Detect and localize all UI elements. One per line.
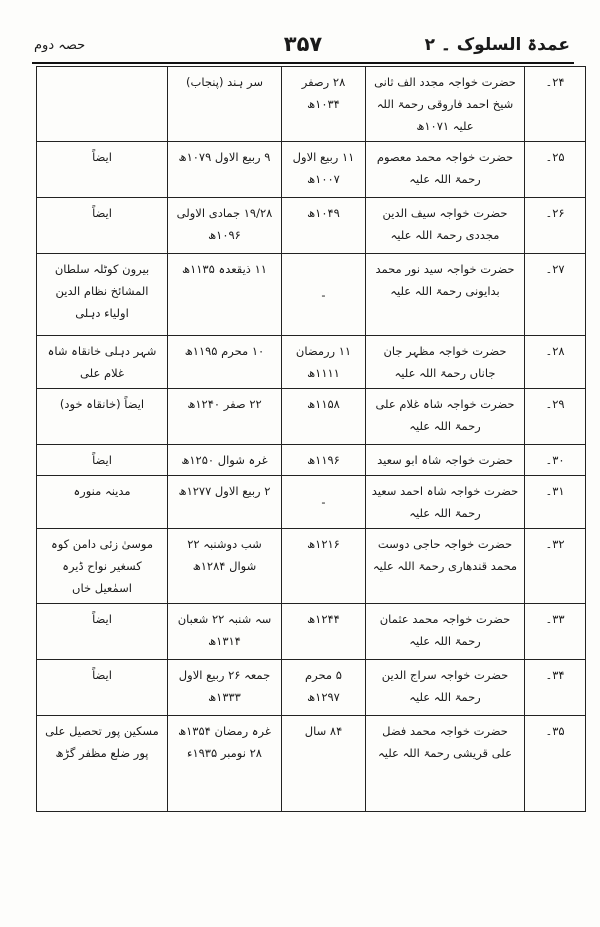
burial-place — [37, 67, 168, 142]
book-title: عمدۃ السلوک ۔ ۲ — [424, 35, 570, 55]
saint-name: حضرت خواجہ مجدد الف ثانی شیخ احمد فاروقی رحمۃ اللہ علیہ ۱۰۷۱ھ — [366, 67, 525, 142]
table-row — [37, 254, 586, 336]
burial-place: ایضاً — [37, 142, 168, 198]
table-row — [37, 142, 586, 198]
death-date: شب دوشنبہ ۲۲ شوال ۱۲۸۴ھ — [168, 529, 282, 604]
death-date: ۲ ربیع الاول ۱۲۷۷ھ — [168, 476, 282, 529]
saint-name: حضرت خواجہ مظہر جان جاناں رحمۃ اللہ علیہ — [366, 336, 525, 389]
saint-name: حضرت خواجہ محمد عثمان رحمۃ اللہ علیہ — [366, 604, 525, 660]
birth-date: ۱۲۱۶ھ — [282, 529, 366, 604]
birth-date: ۱۰۴۹ھ — [282, 198, 366, 254]
lineage-table — [36, 66, 586, 812]
table-row — [37, 198, 586, 254]
volume-label: حصہ دوم — [34, 38, 86, 53]
death-date: ۱۰ محرم ۱۱۹۵ھ — [168, 336, 282, 389]
header-rule — [32, 62, 574, 64]
birth-date: ۲۸ رصفر ۱۰۳۴ھ — [282, 67, 366, 142]
death-date: سہ شنبہ ۲۲ شعبان ۱۳۱۴ھ — [168, 604, 282, 660]
saint-name: حضرت خواجہ شاہ ابو سعید — [366, 445, 525, 476]
row-number: ۳۲۔ — [525, 529, 586, 604]
burial-place: مدینہ منورہ — [37, 476, 168, 529]
row-number: ۳۴۔ — [525, 660, 586, 716]
table-row — [37, 389, 586, 445]
birth-date: ۵ محرم ۱۲۹۷ھ — [282, 660, 366, 716]
saint-name: حضرت خواجہ شاہ احمد سعید رحمۃ اللہ علیہ — [366, 476, 525, 529]
death-date: سر ہند (پنجاب) — [168, 67, 282, 142]
burial-place: ایضاً — [37, 660, 168, 716]
row-number: ۳۵۔ — [525, 716, 586, 812]
page-number: ۳۵۷ — [283, 32, 323, 56]
death-date: غرہ رمضان ۱۳۵۴ھ ۲۸ نومبر ۱۹۳۵ء — [168, 716, 282, 812]
birth-date: ۱۲۴۴ھ — [282, 604, 366, 660]
birth-date: ۱۱ ررمضان ۱۱۱۱ھ — [282, 336, 366, 389]
table-row — [37, 716, 586, 812]
table-row — [37, 660, 586, 716]
table-row — [37, 67, 586, 142]
row-number: ۲۹۔ — [525, 389, 586, 445]
death-date: غرہ شوال ۱۲۵۰ھ — [168, 445, 282, 476]
burial-place: ایضاً (خانقاہ خود) — [37, 389, 168, 445]
row-number: ۲۸۔ — [525, 336, 586, 389]
birth-date: ۱۱۹۶ھ — [282, 445, 366, 476]
page-header — [28, 30, 578, 64]
row-number: ۳۳۔ — [525, 604, 586, 660]
row-number: ۳۰۔ — [525, 445, 586, 476]
burial-place: ایضاً — [37, 445, 168, 476]
saint-name: حضرت خواجہ سید نور محمد بدایونی رحمۃ اللہ علیہ — [366, 254, 525, 336]
burial-place: ایضاً — [37, 198, 168, 254]
burial-place: موسیٰ زئی دامن کوہ کسغیر نواح ڈیرہ اسمٰعیل خاں — [37, 529, 168, 604]
saint-name: حضرت خواجہ محمد فضل علی قریشی رحمۃ اللہ علیہ — [366, 716, 525, 812]
saint-name: حضرت خواجہ محمد معصوم رحمۃ اللہ علیہ — [366, 142, 525, 198]
table-row — [37, 476, 586, 529]
row-number: ۳۱۔ — [525, 476, 586, 529]
saint-name: حضرت خواجہ سراج الدین رحمۃ اللہ علیہ — [366, 660, 525, 716]
death-date: ۱۱ ذیقعدہ ۱۱۳۵ھ — [168, 254, 282, 336]
death-date: ۱۹/۲۸ جمادی الاولی ۱۰۹۶ھ — [168, 198, 282, 254]
death-date: ۹ ربیع الاول ۱۰۷۹ھ — [168, 142, 282, 198]
birth-date: ۱۱۵۸ھ — [282, 389, 366, 445]
birth-date: ۱۱ ربیع الاول ۱۰۰۷ھ — [282, 142, 366, 198]
row-number: ۲۵۔ — [525, 142, 586, 198]
table-row — [37, 445, 586, 476]
row-number: ۲۶۔ — [525, 198, 586, 254]
table-row — [37, 604, 586, 660]
row-number: ۲۴۔ — [525, 67, 586, 142]
burial-place: مسکین پور تحصیل علی پور ضلع مظفر گڑھ — [37, 716, 168, 812]
table-row — [37, 529, 586, 604]
table-row — [37, 336, 586, 389]
burial-place: ایضاً — [37, 604, 168, 660]
birth-date: - — [282, 254, 366, 336]
birth-date: - — [282, 476, 366, 529]
saint-name: حضرت خواجہ سیف الدین مجددی رحمۃ اللہ علیہ — [366, 198, 525, 254]
birth-date: ۸۴ سال — [282, 716, 366, 812]
death-date: جمعہ ۲۶ ربیع الاول ۱۳۳۳ھ — [168, 660, 282, 716]
burial-place: بیرون کوٹلہ سلطان المشائخ نظام الدین اولیاء دہلی — [37, 254, 168, 336]
saint-name: حضرت خواجہ شاہ غلام علی رحمۃ اللہ علیہ — [366, 389, 525, 445]
burial-place: شہر دہلی خانقاہ شاہ غلام علی — [37, 336, 168, 389]
saint-name: حضرت خواجہ حاجی دوست محمد قندھاری رحمۃ اللہ علیہ — [366, 529, 525, 604]
death-date: ۲۲ صفر ۱۲۴۰ھ — [168, 389, 282, 445]
row-number: ۲۷۔ — [525, 254, 586, 336]
